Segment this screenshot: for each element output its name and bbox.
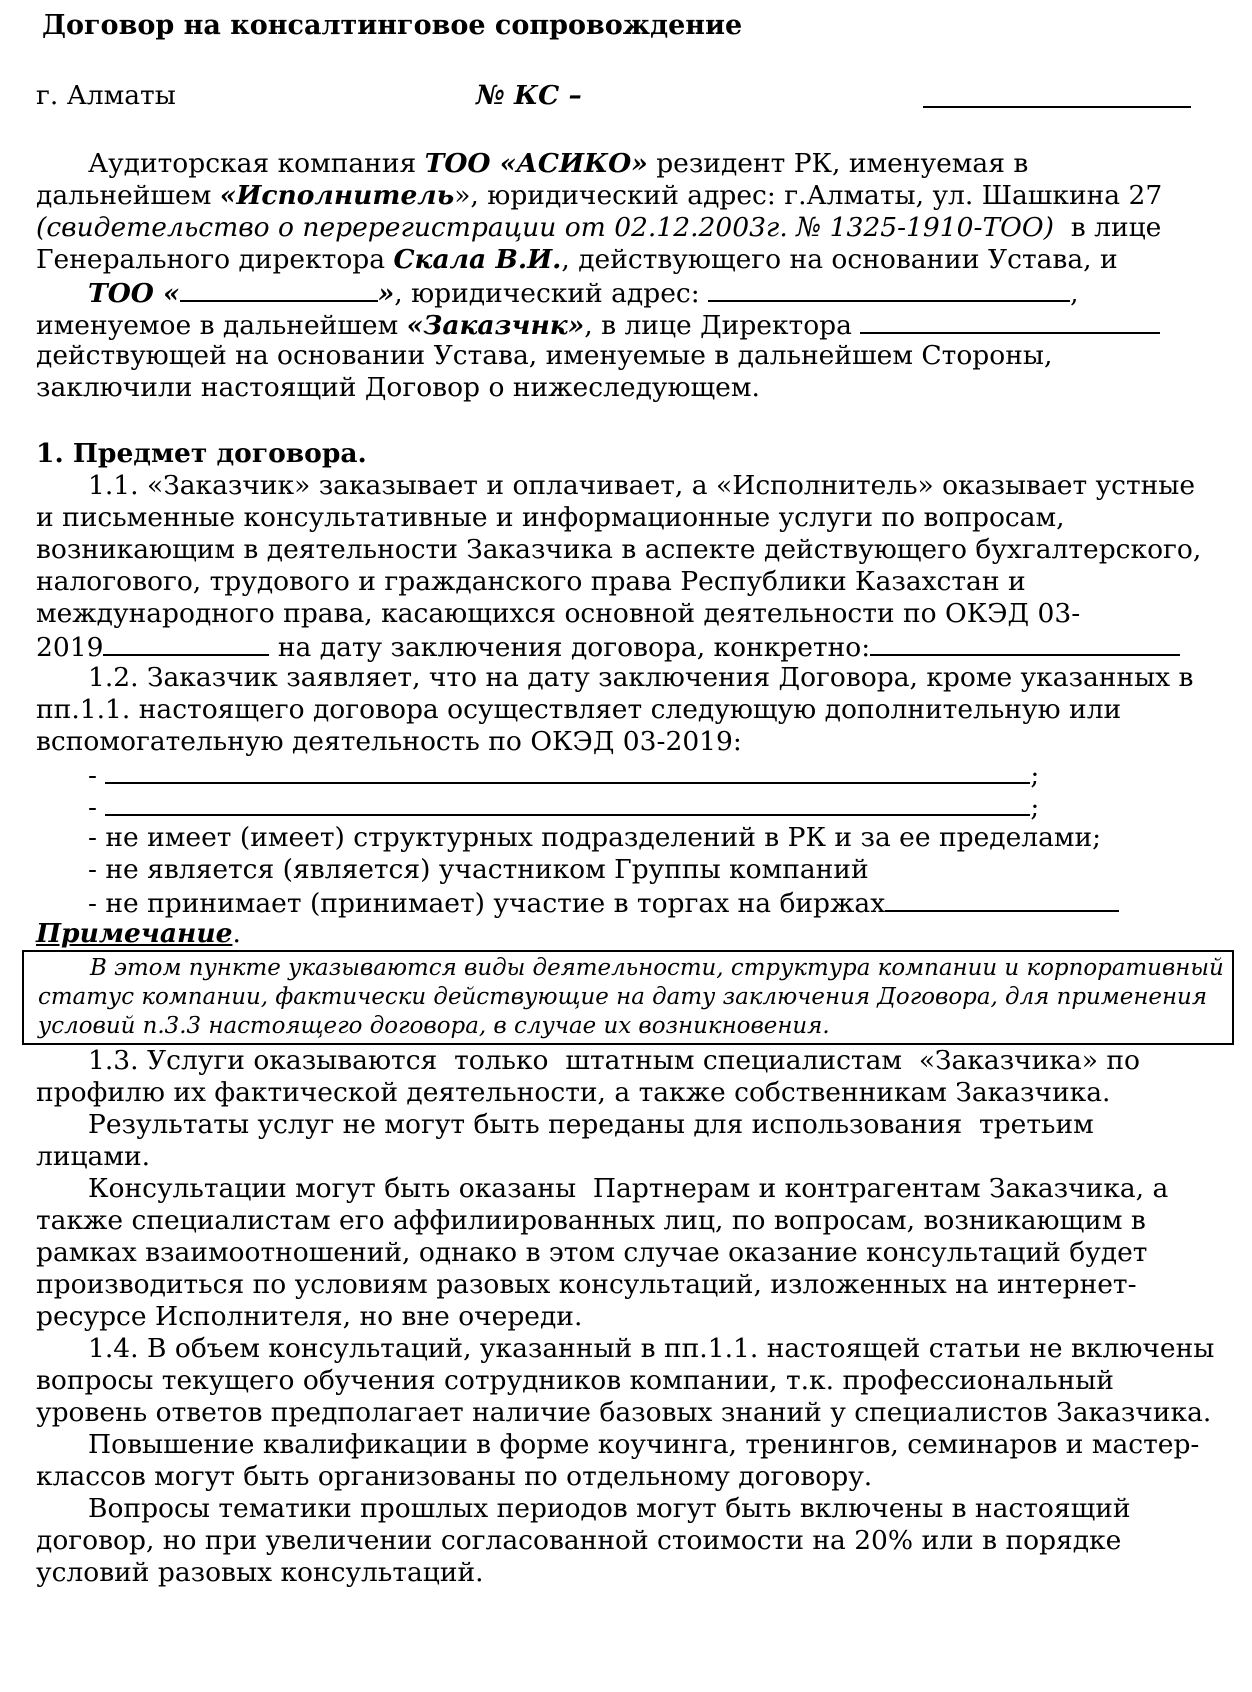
- clause-line: условий разовых консультаций.: [36, 1557, 484, 1588]
- text: »: [377, 278, 395, 309]
- clause-line: лицами.: [36, 1141, 151, 1172]
- text: ;: [1030, 792, 1040, 823]
- clause-line: 1.4. В объем консультаций, указанный в пп.1.1. настоящей статьи не включены: [88, 1333, 1215, 1364]
- clause-line: Результаты услуг не могут быть переданы для использования третьим: [88, 1109, 1094, 1140]
- text: .: [232, 918, 241, 949]
- clause-line: ресурсе Исполнителя, но вне очереди.: [36, 1301, 583, 1332]
- customer-name-blank[interactable]: [180, 276, 378, 302]
- clause-line: производиться по условиям разовых консультаций, изложенных на интернет-: [36, 1269, 1137, 1300]
- preamble-line: [36, 180, 1226, 212]
- text: на дату заключения договора, конкретно:: [269, 632, 871, 663]
- clause-line: Вопросы тематики прошлых периодов могут быть включены в настоящий: [88, 1493, 1131, 1524]
- preamble-line: [36, 212, 1226, 244]
- text: 2019: [36, 632, 104, 663]
- exchange-blank[interactable]: [885, 886, 1119, 912]
- text: Аудиторская компания: [88, 148, 425, 179]
- note-line: В этом пункте указываются виды деятельности, структура компании и корпоративный: [90, 955, 1224, 981]
- document-title: Договор на консалтинговое сопровождение: [42, 10, 743, 41]
- preamble-line: [36, 308, 1226, 340]
- text: », юридический адрес: г.Алматы, ул. Шашкина 27: [454, 180, 1163, 211]
- note-line: условий п.3.3 настоящего договора, в случае их возникновения.: [38, 1013, 830, 1039]
- okved-code-blank[interactable]: [103, 630, 269, 656]
- clause-line: 1.1. «Заказчик» заказывает и оплачивает, а «Исполнитель» оказывает устные: [88, 470, 1196, 501]
- clause-line: вспомогательную деятельность по ОКЭД 03-2019:: [36, 726, 742, 757]
- dash: -: [88, 792, 106, 823]
- contract-date-blank[interactable]: [923, 106, 1191, 108]
- clause-line: [36, 630, 1226, 662]
- clause-line: профилю их фактической деятельности, а также собственникам Заказчика.: [36, 1077, 1111, 1108]
- status-item: - не является (является) участником Группы компаний: [88, 854, 869, 885]
- clause-line: договор, но при увеличении согласованной стоимости на 20% или в порядке: [36, 1525, 1122, 1556]
- text: , действующего на основании Устава, и: [561, 244, 1118, 275]
- customer-role: «Заказчнк»: [406, 310, 585, 341]
- note-box: [22, 950, 1234, 1045]
- clause-line: Повышение квалификации в форме коучинга, тренингов, семинаров и мастер-: [88, 1429, 1200, 1460]
- contract-city: г. Алматы: [36, 80, 176, 111]
- preamble-line: [36, 276, 1226, 308]
- preamble-line: [36, 148, 1226, 180]
- clause-line: вопросы текущего обучения сотрудников компании, т.к. профессиональный: [36, 1365, 1114, 1396]
- text: ;: [1030, 760, 1040, 791]
- text: Генерального директора: [36, 244, 394, 275]
- text: , в лице Директора: [584, 310, 861, 341]
- clause-line: Консультации могут быть оказаны Партнерам и контрагентам Заказчика, а: [88, 1173, 1169, 1204]
- status-item: - не имеет (имеет) структурных подразделений в РК и за ее пределами;: [88, 822, 1102, 853]
- executor-role: «Исполнитель: [219, 180, 455, 211]
- clause-line: 1.2. Заказчик заявляет, что на дату заключения Договора, кроме указанных в: [88, 662, 1194, 693]
- clause-line: классов могут быть организованы по отдельному договору.: [36, 1461, 873, 1492]
- clause-line: возникающим в деятельности Заказчика в аспекте действующего бухгалтерского,: [36, 534, 1202, 565]
- clause-line: пп.1.1. настоящего договора осуществляет следующую дополнительную или: [36, 694, 1122, 725]
- clause-line: рамках взаимоотношений, однако в этом случае оказание консультаций будет: [36, 1237, 1148, 1268]
- text: , юридический адрес:: [394, 278, 709, 309]
- clause-line: уровень ответов предполагает наличие базовых знаний у специалистов Заказчика.: [36, 1397, 1212, 1428]
- additional-activity-item: [36, 758, 1226, 790]
- text: ,: [1070, 278, 1079, 309]
- clause-line: и письменные консультативные и информационные услуги по вопросам,: [36, 502, 1065, 533]
- additional-activity-blank[interactable]: [105, 790, 1030, 816]
- preamble-line: действующей на основании Устава, именуемые в дальнейшем Стороны,: [36, 340, 1053, 371]
- note-heading-line: [36, 918, 1226, 950]
- preamble-line: [36, 244, 1226, 276]
- text: - не принимает (принимает) участие в торгах на биржах: [88, 888, 886, 919]
- additional-activity-blank[interactable]: [105, 758, 1030, 784]
- preamble-line: заключили настоящий Договор о нижеследующем.: [36, 372, 760, 403]
- additional-activity-item: [36, 790, 1226, 822]
- executor-name: ТОО «АСИКО»: [424, 148, 648, 179]
- clause-line: налогового, трудового и гражданского права Республики Казахстан и: [36, 566, 1026, 597]
- customer-director-blank[interactable]: [860, 308, 1160, 334]
- director-name: Скала В.И.: [393, 244, 562, 275]
- contract-number: № КС –: [476, 80, 582, 111]
- section-heading: 1. Предмет договора.: [36, 438, 367, 469]
- status-item: [36, 886, 1226, 918]
- text: в лице: [1053, 212, 1162, 243]
- text: именуемое в дальнейшем: [36, 310, 407, 341]
- note-line: статус компании, фактически действующие на дату заключения Договора, для применения: [38, 984, 1207, 1010]
- text: резидент РК, именуемая в: [647, 148, 1029, 179]
- clause-line: 1.3. Услуги оказываются только штатным специалистам «Заказчика» по: [88, 1045, 1140, 1076]
- customer-prefix: ТОО «: [88, 278, 180, 309]
- registration-certificate: (свидетельство о перерегистрации от 02.12.2003г. № 1325-1910-ТОО): [36, 212, 1054, 243]
- contract-body: [36, 148, 1226, 1589]
- text: дальнейшем: [36, 180, 220, 211]
- dash: -: [88, 760, 106, 791]
- customer-address-blank[interactable]: [708, 276, 1070, 302]
- clause-line: также специалистам его аффилиированных лиц, по вопросам, возникающим в: [36, 1205, 1146, 1236]
- note-heading: Примечание: [36, 918, 233, 949]
- clause-line: международного права, касающихся основной деятельности по ОКЭД 03-: [36, 598, 1081, 629]
- activity-specific-blank[interactable]: [870, 630, 1180, 656]
